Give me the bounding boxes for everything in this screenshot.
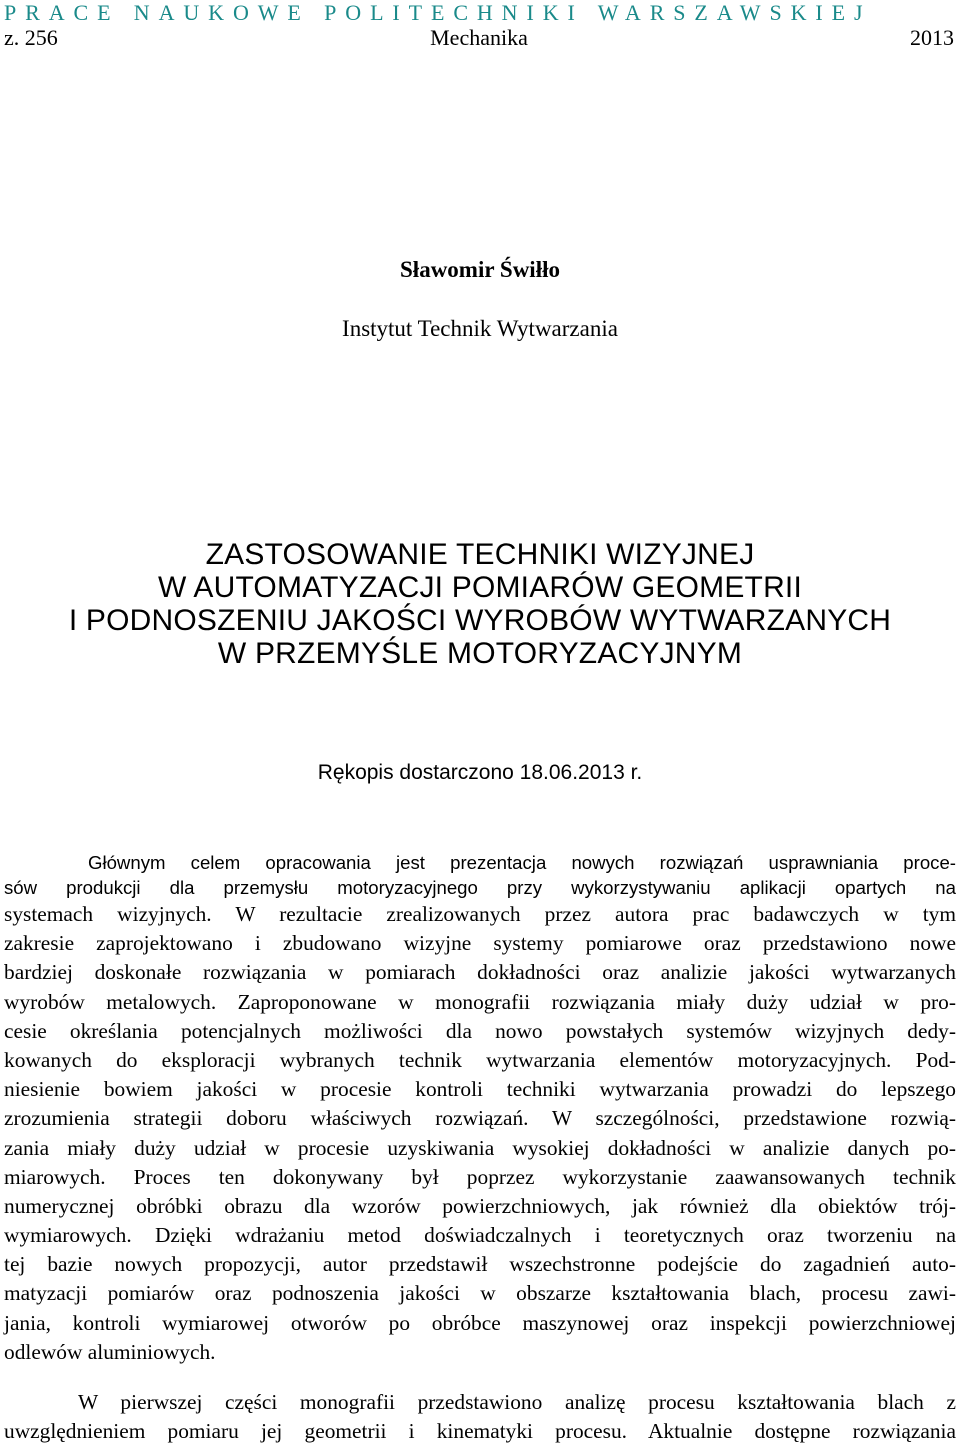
manuscript-received-date: Rękopis dostarczono 18.06.2013 r. [317,761,643,784]
body-line: numerycznej obróbki obrazu dla wzorów powierzchniowych, jak również dla obiektów trój- [4,1193,956,1218]
author-affiliation: Instytut Technik Wytwarzania [342,316,618,341]
abstract-line: sów produkcji dla przemysłu motoryzacyjnego przy wykorzystywaniu aplikacji opartych na [4,877,956,899]
journal-series: PRACE NAUKOWE POLITECHNIKI WARSZAWSKIEJ [4,0,872,25]
publication-year: 2013 [910,25,954,50]
section-name: Mechanika [430,25,528,50]
body-line: jania, kontroli wymiarowej otworów po obróbce maszynowej oraz inspekcji powierzchniowej [4,1310,956,1335]
body-line: wyrobów metalowych. Zaproponowane w monografii rozwiązania miały duży udział w pro- [4,989,956,1014]
paragraph-line: W pierwszej części monografii przedstawiono analizę procesu kształtowania blach z [78,1390,956,1414]
body-line: miarowych. Proces ten dokonywany był poprzez wykorzystanie zaawansowanych technik [4,1164,956,1189]
body-line: zania miały duży udział w procesie uzyskiwania wysokiej dokładności w analizie danych po- [4,1135,956,1160]
body-line: wymiarowych. Dzięki wdrażaniu metod doświadczalnych i teoretycznych oraz tworzeniu na [4,1223,956,1248]
body-line: zrozumienia strategii doboru właściwych rozwiązań. W szczególności, przedstawione rozwią- [4,1106,956,1131]
main-body-text [4,900,956,1367]
title-line: I PODNOSZENIU JAKOŚCI WYROBÓW WYTWARZANYCH [68,604,892,637]
body-line: matyzacji pomiarów oraz podnoszenia jakości w obszarze kształtowania blach, procesu zawi- [4,1281,956,1306]
title-line: W PRZEMYŚLE MOTORYZACYJNYM [217,637,743,670]
paragraph-line: uwzględnieniem pomiaru jej geometrii i kinematyki procesu. Aktualnie dostępne rozwiązania [4,1419,956,1443]
body-line: zakresie zaprojektowano i zbudowano wizyjne systemy pomiarowe oraz przedstawiono nowe [4,931,956,956]
body-line: kowanych do eksploracji wybranych technik wytwarzania elementów motoryzacyjnych. Pod- [4,1047,956,1072]
body-line: bardziej doskonałe rozwiązania w pomiarach dokładności oraz analizie jakości wytwarzanych [4,960,956,985]
issue-number: z. 256 [4,25,58,50]
body-line: niesienie bowiem jakości w procesie kontroli techniki wytwarzania prowadzi do lepszego [4,1077,956,1102]
abstract-line: Głównym celem opracowania jest prezentacja nowych rozwiązań usprawniania proce- [88,852,956,873]
title-line: ZASTOSOWANIE TECHNIKI WIZYJNEJ [205,538,755,571]
paper-title [0,538,960,670]
author-name: Sławomir Świłło [400,257,560,282]
body-line: odlewów aluminiowych. [4,1339,216,1364]
body-line: tej bazie nowych propozycji, autor przedstawił wszechstronne podejście do zagadnień auto- [4,1252,956,1277]
second-paragraph [4,1388,956,1446]
title-line: W AUTOMATYZACJI POMIARÓW GEOMETRII [157,571,803,604]
body-line: systemach wizyjnych. W rezultacie zrealizowanych przez autora prac badawczych w tym [4,902,956,926]
running-header [4,24,954,52]
body-line: cesie określania potencjalnych możliwości dla nowo powstałych systemów wizyjnych dedy- [4,1018,956,1043]
